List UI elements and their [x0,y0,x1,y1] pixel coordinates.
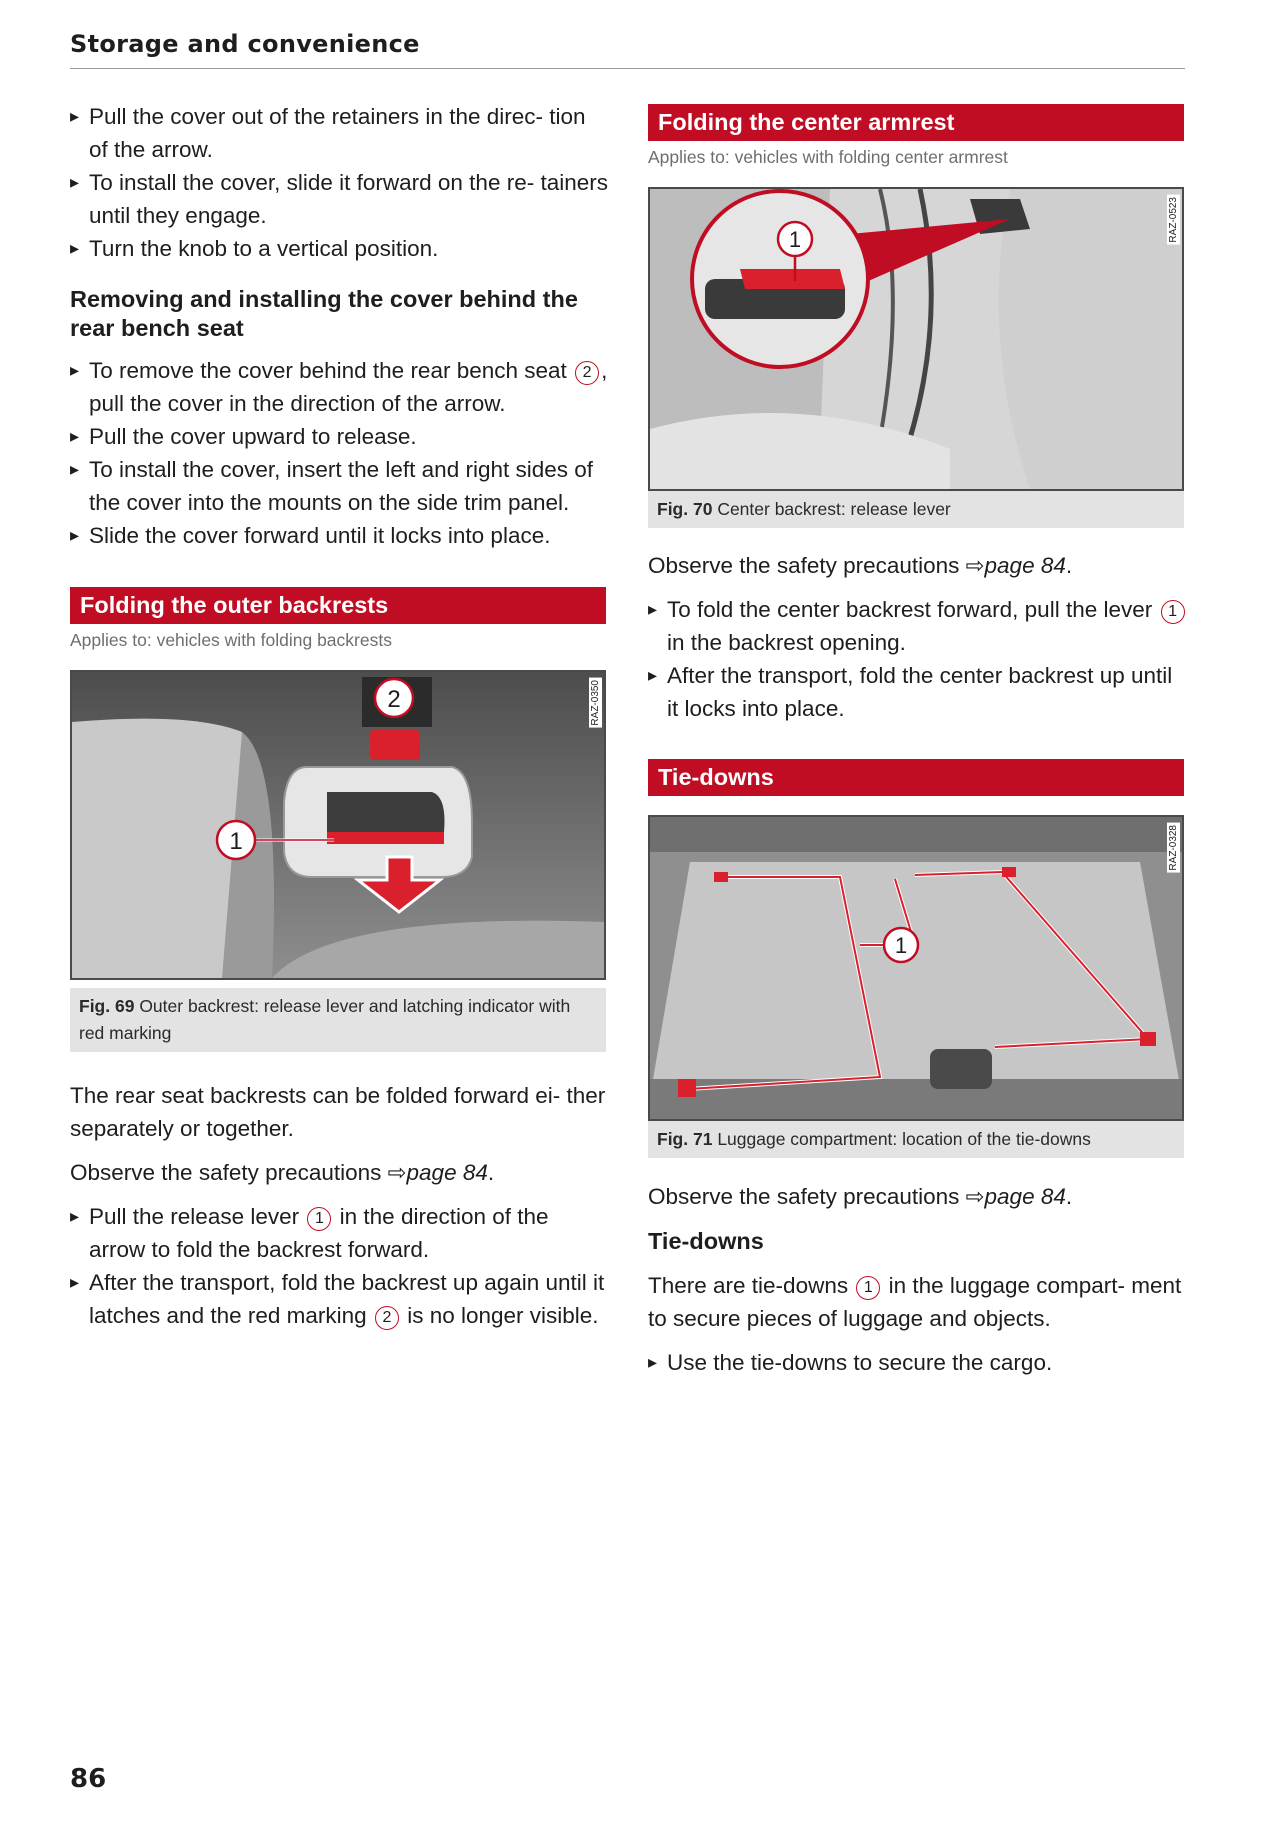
list-item: ▸ Pull the release lever 1 in the direction of the arrow to fold the backrest forward. [70,1200,610,1266]
list-item: ▸ After the transport, fold the backrest up again until it latches and the red marking 2 is no longer visible. [70,1266,610,1332]
safety-note: Observe the safety precautions ⇨page 84. [70,1160,495,1185]
list-item: ▸ After the transport, fold the center backrest up until it locks into place. [648,659,1188,725]
figure-code: RAZ-0350 [590,680,601,726]
figure-71-image [648,815,1184,1121]
callout-number: 1 [1161,600,1185,624]
header-title: Storage and convenience [70,30,420,58]
callout-1: 1 [229,828,243,855]
page-number: 86 [70,1764,107,1794]
page-ref-link[interactable]: page 84 [984,553,1066,578]
subhead-tie-downs: Tie-downs [648,1228,764,1254]
page-ref-arrow-icon: ⇨ [965,553,985,578]
page-header [70,28,1185,69]
list-item: ▸ Pull the cover out of the retainers in the direc- tion of the arrow. [70,100,610,166]
list-item: ▸ To remove the cover behind the rear bench seat 2 , pull the cover in the direction of the arrow. [70,354,610,420]
page-ref-link[interactable]: page 84 [406,1160,488,1185]
figure-70-image [648,187,1184,491]
figure-code: RAZ-0328 [1168,825,1179,871]
callout-2: 2 [387,686,401,713]
applies-note: Applies to: vehicles with folding backrests [70,630,392,650]
intro-bullet-list [70,100,610,265]
figure-71-caption: Fig. 71 Luggage compartment: location of the tie-downs [648,1121,1184,1158]
callout-number: 1 [307,1207,331,1231]
left-column [70,100,610,1332]
armrest-bullet-list [648,593,1188,725]
figure-code: RAZ-0523 [1168,197,1179,243]
outer-backrest-illustration [72,672,604,978]
list-item: ▸ To fold the center backrest forward, pull the lever 1 in the backrest opening. [648,593,1188,659]
subhead-rear-cover: Removing and installing the cover behind the rear bench seat [70,286,578,341]
figure-69-caption: Fig. 69 Outer backrest: release lever and latching indicator with red marking [70,988,606,1052]
page-ref-link[interactable]: page 84 [984,1184,1066,1209]
page-ref-arrow-icon: ⇨ [387,1160,407,1185]
right-column [648,104,1188,1379]
callout-number: 2 [575,361,599,385]
callout-1: 1 [788,227,802,252]
list-item: ▸ Use the tie-downs to secure the cargo. [648,1346,1188,1379]
callout-number: 1 [856,1276,880,1300]
list-item: ▸ Pull the cover upward to release. [70,420,610,453]
luggage-compartment-illustration [650,817,1182,1119]
center-backrest-illustration [650,189,1182,489]
applies-note: Applies to: vehicles with folding center armrest [648,147,1008,167]
list-item: ▸ Slide the cover forward until it locks into place. [70,519,610,552]
callout-1: 1 [894,933,908,958]
figure-70-caption: Fig. 70 Center backrest: release lever [648,491,1184,528]
backrest-bullet-list [70,1200,610,1332]
callout-number: 2 [375,1306,399,1330]
rear-bullet-list [70,354,610,552]
paragraph: There are tie-downs 1 in the luggage compart- ment to secure pieces of luggage and objects. [648,1273,1182,1331]
paragraph: The rear seat backrests can be folded forward ei- ther separately or together. [70,1083,606,1141]
figure-69-image [70,670,606,980]
list-item: ▸ Turn the knob to a vertical position. [70,232,610,265]
page-ref-arrow-icon: ⇨ [965,1184,985,1209]
safety-note: Observe the safety precautions ⇨page 84. [648,1184,1073,1209]
section-title-center-armrest: Folding the center armrest [648,104,1184,141]
section-title-outer-backrests: Folding the outer backrests [70,587,606,624]
safety-note: Observe the safety precautions ⇨page 84. [648,553,1073,578]
section-title-tie-downs: Tie-downs [648,759,1184,796]
figure-label: Fig. 71 [657,1129,713,1149]
figure-label: Fig. 69 [79,996,135,1016]
list-item: ▸ To install the cover, insert the left and right sides of the cover into the mounts on the side trim panel. [70,453,610,519]
list-item: ▸ To install the cover, slide it forward on the re- tainers until they engage. [70,166,610,232]
figure-label: Fig. 70 [657,499,713,519]
